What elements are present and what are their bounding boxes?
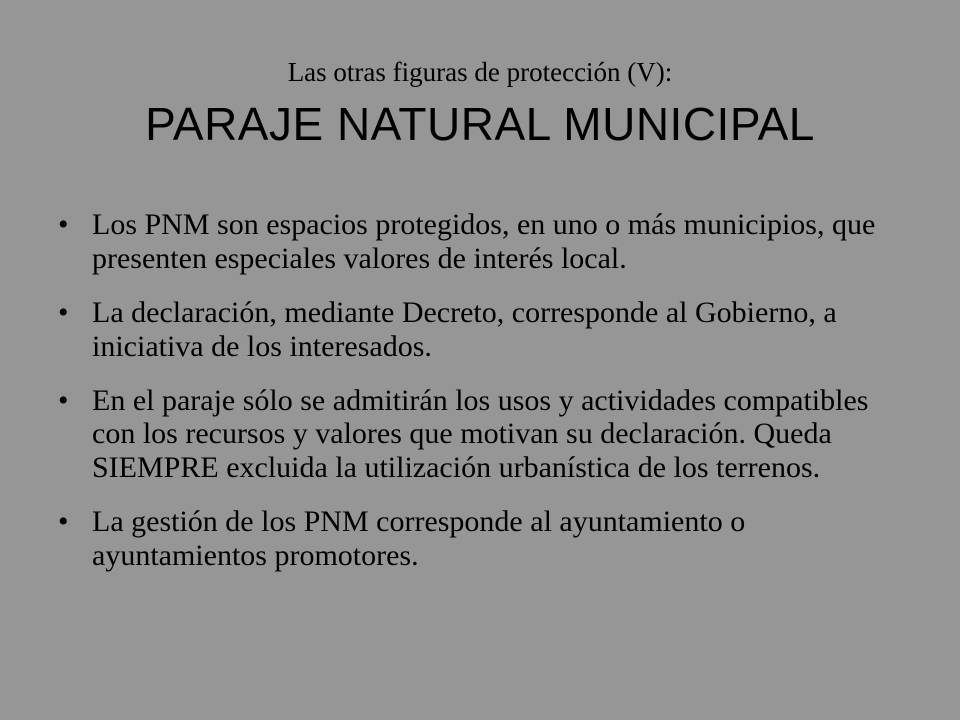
bullet-icon: • <box>58 295 69 329</box>
bullet-text: La gestión de los PNM corresponde al ayuntamiento o ayuntamientos promotores. <box>92 505 746 573</box>
bullet-text: La declaración, mediante Decreto, corresponde al Gobierno, a iniciativa de los interesados. <box>92 295 837 363</box>
bullet-icon: • <box>58 383 69 417</box>
slide-subtitle: Las otras figuras de protección (V): <box>287 57 673 87</box>
bullet-icon: • <box>58 505 69 539</box>
bullet-text: En el paraje sólo se admitirán los usos y actividades compatibles con los recursos y valores que motivan su declaración. Queda SIEMPRE excluida la utilización urbanística de los terrenos. <box>92 383 869 485</box>
bullet-item <box>56 384 916 486</box>
bullet-icon: • <box>58 208 69 241</box>
title-block <box>48 58 912 149</box>
bullet-list <box>56 208 916 573</box>
bullet-item <box>56 208 916 276</box>
bullet-item <box>56 505 916 573</box>
slide-title: PARAJE NATURAL MUNICIPAL <box>145 98 815 151</box>
bullet-text: Los PNM son espacios protegidos, en uno o más municipios, que presenten especiales valores de interés local. <box>92 208 876 275</box>
bullet-item <box>56 296 916 364</box>
